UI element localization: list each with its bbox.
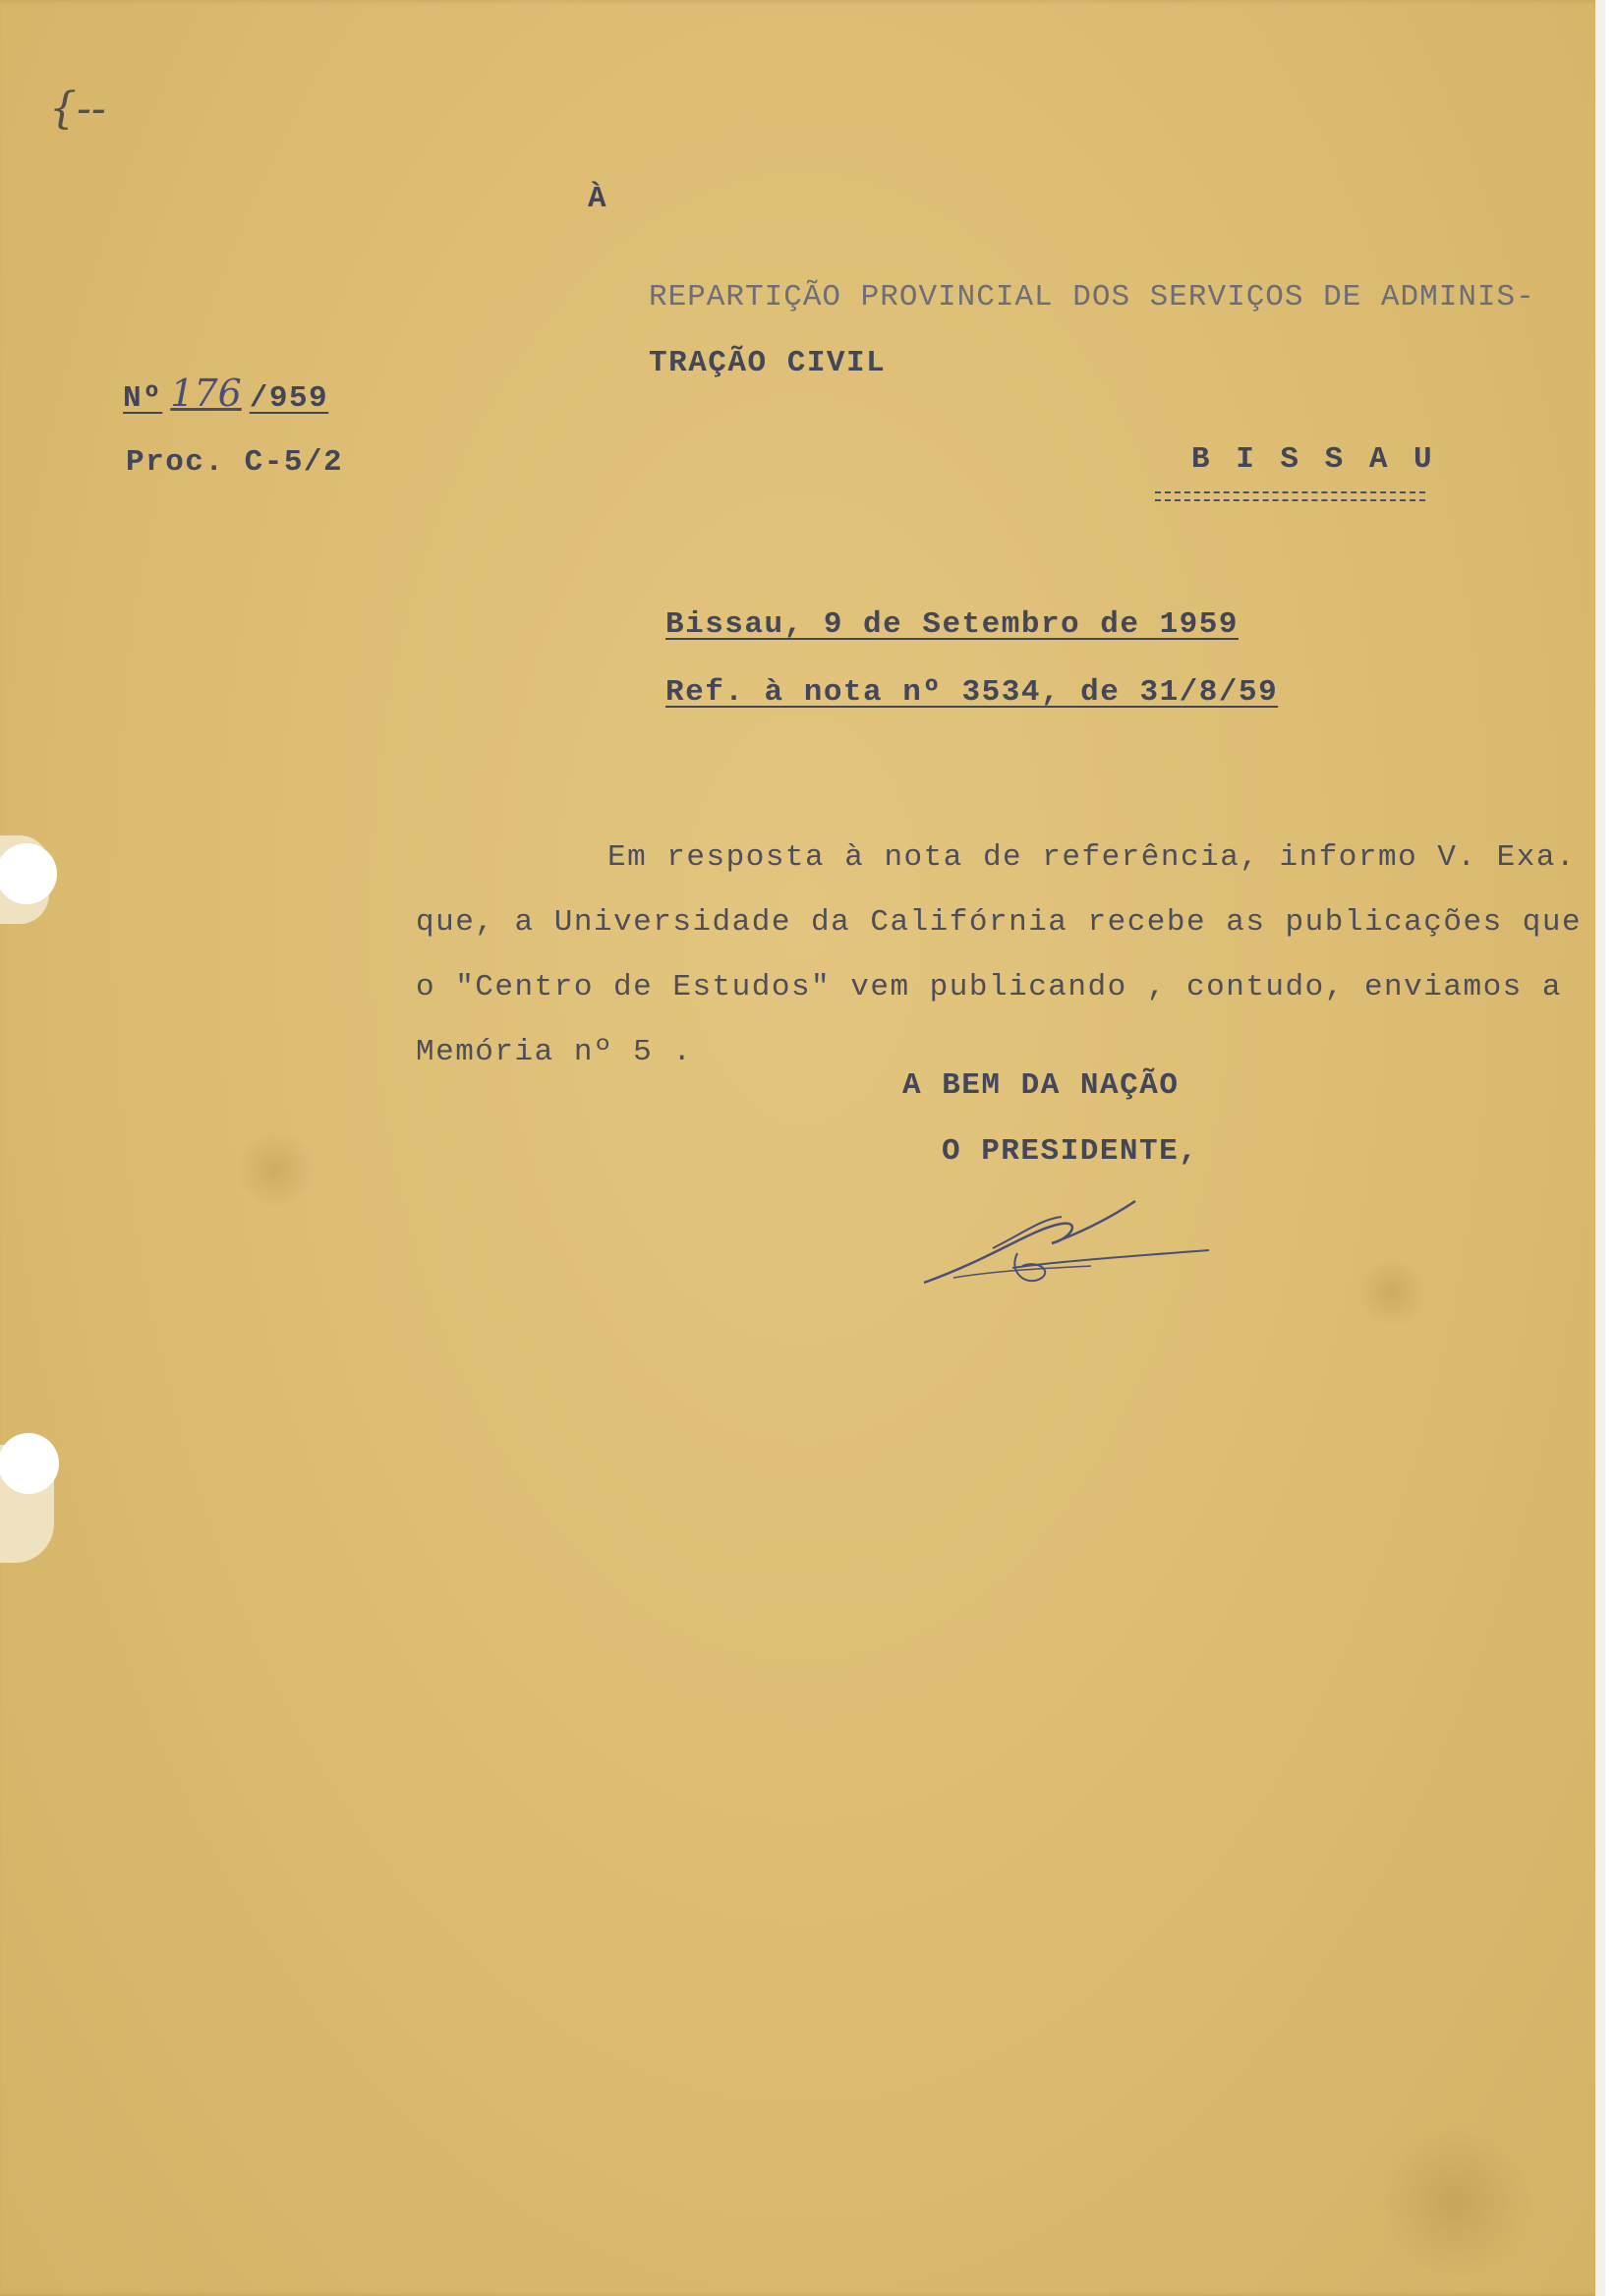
stain (1356, 1258, 1425, 1327)
body-line-3: o "Centro de Estudos" vem publicando , contudo, enviamos a (416, 970, 1562, 1004)
city-double-rule (1155, 491, 1425, 501)
addressee-line-2: TRAÇÃO CIVIL (649, 346, 887, 380)
stain (236, 1130, 315, 1209)
body-line-1: Em resposta à nota de referência, informo V. Exa. (607, 840, 1577, 875)
date-line: Bissau, 9 de Setembro de 1959 (665, 607, 1239, 642)
signature (914, 1189, 1229, 1297)
closing-title: O PRESIDENTE, (942, 1134, 1199, 1169)
handwritten-number: 176 (170, 372, 242, 415)
reference-year: /959 (249, 381, 329, 416)
reference-number-label: Nº (123, 381, 163, 416)
reference-number (123, 372, 328, 416)
process-number: Proc. C-5/2 (126, 445, 344, 480)
addressee-city: B I S S A U (1191, 442, 1436, 477)
stain (1376, 2123, 1533, 2280)
addressee-prefix: À (588, 182, 608, 216)
body-line-4: Memória nº 5 . (416, 1035, 693, 1069)
page-edge (1595, 0, 1605, 2296)
punch-hole (0, 1433, 59, 1494)
reference-note-line: Ref. à nota nº 3534, de 31/8/59 (665, 675, 1279, 710)
body-line-2: que, a Universidade da Califórnia recebe as publicações que (416, 905, 1583, 940)
addressee-line-1: REPARTIÇÃO PROVINCIAL DOS SERVIÇOS DE ADMINIS- (649, 280, 1535, 315)
corner-handwritten-mark: {-- (49, 84, 106, 134)
closing-salutation: A BEM DA NAÇÃO (902, 1068, 1180, 1103)
